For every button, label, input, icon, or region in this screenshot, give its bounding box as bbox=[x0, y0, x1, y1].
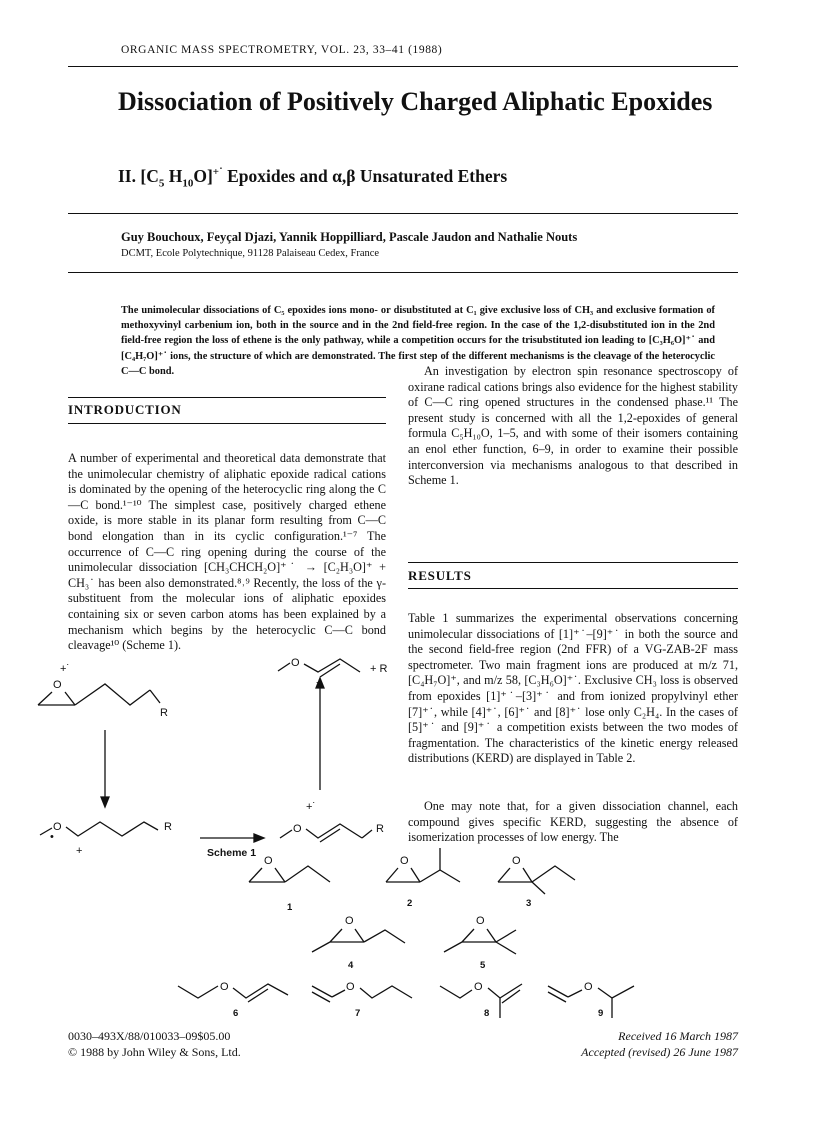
compound-3-label: 3 bbox=[526, 898, 532, 909]
compound-8 bbox=[440, 981, 522, 1019]
compound-6-label: 6 bbox=[233, 1008, 239, 1019]
compound-2-label: 2 bbox=[407, 898, 413, 909]
scheme-plus-r: + R bbox=[370, 663, 388, 675]
compound-6-oxygen: O bbox=[220, 981, 229, 993]
scheme-oxygen-4: O bbox=[291, 657, 300, 669]
compound-2-oxygen: O bbox=[400, 855, 409, 867]
authors: Guy Bouchoux, Feyçal Djazi, Yannik Hoppilliard, Pascale Jaudon and Nathalie Nouts bbox=[121, 230, 578, 244]
copyright: © 1988 by John Wiley & Sons, Ltd. bbox=[68, 1045, 241, 1059]
scheme-plus-2: + bbox=[316, 677, 323, 689]
scheme-radical-sign-2: +˙ bbox=[306, 801, 317, 813]
article-subtitle: II. [$C_5$ $H_{10}O]^{+˙}$ Epoxides and α,β Unsaturated Ethers bbox=[118, 166, 508, 190]
compound-8-label: 8 bbox=[484, 1008, 490, 1019]
scheme-r-2: R bbox=[164, 821, 172, 833]
compound-7-oxygen: O bbox=[346, 981, 355, 993]
abstract: The unimolecular dissociations of C₅ epoxides ions mono- or disubstituted at C₁ give exclusive loss of CH₃ and exclusive formation of methoxyvinyl carbenium ion, both in the source and in the 2nd field-free region. In the case of the 1,2-disubstituted ion in the 2nd field-free region the loss of ethene is the only pathway, while a competition occurs for the trisubstituted ion leading to [C₃H₆O]⁺˙ and [C₄H₇O]⁺˙ ions, the structure of which are demonstrated. The first step of the different mechanisms is the cleavage of the heterocyclic C—C bond. bbox=[121, 305, 715, 377]
scheme-oxygen-3: O bbox=[293, 823, 302, 835]
accepted-date: Accepted (revised) 26 June 1987 bbox=[581, 1045, 738, 1059]
scheme-radical-dot: • bbox=[50, 831, 54, 843]
intro-heading: INTRODUCTION bbox=[68, 402, 182, 417]
footer-right bbox=[581, 1028, 738, 1060]
compound-7-label: 7 bbox=[355, 1008, 361, 1019]
intro-continued-text: An investigation by electron spin resonance spectroscopy of oxirane radical cations brings also evidence for the highest stability of C—C ring opened structures in the condensed phase.¹¹ The present study is concerned with all the 1,2-epoxides of general formula C₅H₁₀O, 1–5, and with some of their isomers containing an enol ether function, 6–9, in order to examine their possible interconversion via mechanisms analogous to that described in Scheme 1. bbox=[408, 364, 738, 488]
scheme-radical-sign: +˙ bbox=[60, 663, 71, 675]
article-code: 0030–493X/88/010033–09$05.00 bbox=[68, 1029, 231, 1043]
results-text: Table 1 summarizes the experimental observations concerning unimolecular dissociations of [1]⁺˙–[9]⁺˙ in both the source and the second field-free region (2nd FFR) of a VG-ZAB-2F mass spectrometer. Two main fragment ions are produced at m/z 71, [C₄H₇O]⁺, and m/z 58, [C₃H₆O]⁺˙. Exclusive CH₃ loss is observed from epoxides [1]⁺˙–[3]⁺˙ and from ionized propylvinyl ether [7]⁺˙, while [4]⁺˙, [6]⁺˙ and [8]⁺˙ lose only C₂H₄. In the cases of [5]⁺˙ and [9]⁺˙ a competition exists between the two modes of fragmentation. The characteristics of the kinetic energy released distributions (KERD) are displayed in Table 2. bbox=[408, 611, 738, 766]
compound-5-label: 5 bbox=[480, 960, 486, 971]
compound-3 bbox=[498, 855, 575, 909]
compound-2 bbox=[386, 848, 460, 909]
results-heading: RESULTS bbox=[408, 568, 472, 583]
compound-9-label: 9 bbox=[598, 1008, 604, 1019]
compound-1-oxygen: O bbox=[264, 855, 273, 867]
scheme-r-3: R bbox=[376, 823, 384, 835]
compound-8-oxygen: O bbox=[474, 981, 483, 993]
scheme-r-1: R bbox=[160, 707, 168, 719]
affiliation: DCMT, Ecole Polytechnique, 91128 Palaiseau Cedex, France bbox=[121, 248, 380, 259]
scheme-oxygen-2: O bbox=[53, 821, 62, 833]
journal-header: ORGANIC MASS SPECTROMETRY, VOL. 23, 33–41 (1988) bbox=[121, 44, 443, 56]
compound-4-label: 4 bbox=[348, 960, 354, 971]
scheme-plus-1: + bbox=[76, 845, 83, 857]
compound-6 bbox=[178, 981, 288, 1019]
compound-1-label: 1 bbox=[287, 902, 293, 913]
article-title: Dissociation of Positively Charged Aliphatic Epoxides bbox=[118, 87, 713, 116]
footer-left bbox=[68, 1028, 241, 1060]
compound-7 bbox=[312, 981, 412, 1019]
scheme-oxygen-1: O bbox=[53, 679, 62, 691]
compound-1 bbox=[249, 855, 330, 913]
compound-9 bbox=[548, 981, 634, 1019]
scheme-label: Scheme 1 bbox=[207, 847, 257, 859]
results-text-2: One may note that, for a given dissociation channel, each compound gives specific KERD, suggesting the absence of isomerization processes of low energy. The bbox=[408, 799, 738, 845]
compound-5-oxygen: O bbox=[476, 915, 485, 927]
compound-4 bbox=[312, 915, 405, 971]
compound-4-oxygen: O bbox=[345, 915, 354, 927]
compound-9-oxygen: O bbox=[584, 981, 593, 993]
received-date: Received 16 March 1987 bbox=[618, 1029, 738, 1043]
intro-text: A number of experimental and theoretical data demonstrate that the unimolecular chemistry of aliphatic epoxide radical cations is dominated by the opening of the heterocyclic ring along the C—C bond.¹⁻¹⁰ The simplest case, positively charged ethene oxide, is more stable in its planar form resulting from C—C bond elongation than in its cyclic configuration.¹⁻⁷ The occurrence of C—C ring opening during the course of the unimolecular dissociation [CH₃CHCH₂O]⁺˙ → [C₂H₃O]⁺ + CH₃˙ has been also demonstrated.⁸˒⁹ Recently, the loss of the γ-substituent from the molecular ions of aliphatic epoxides containing six or seven carbon atoms has been explained by a mechanism which begins by the heterocyclic C—C bond cleavage¹⁰ (Scheme 1). bbox=[68, 451, 386, 653]
compound-3-oxygen: O bbox=[512, 855, 521, 867]
compound-5 bbox=[444, 915, 516, 971]
